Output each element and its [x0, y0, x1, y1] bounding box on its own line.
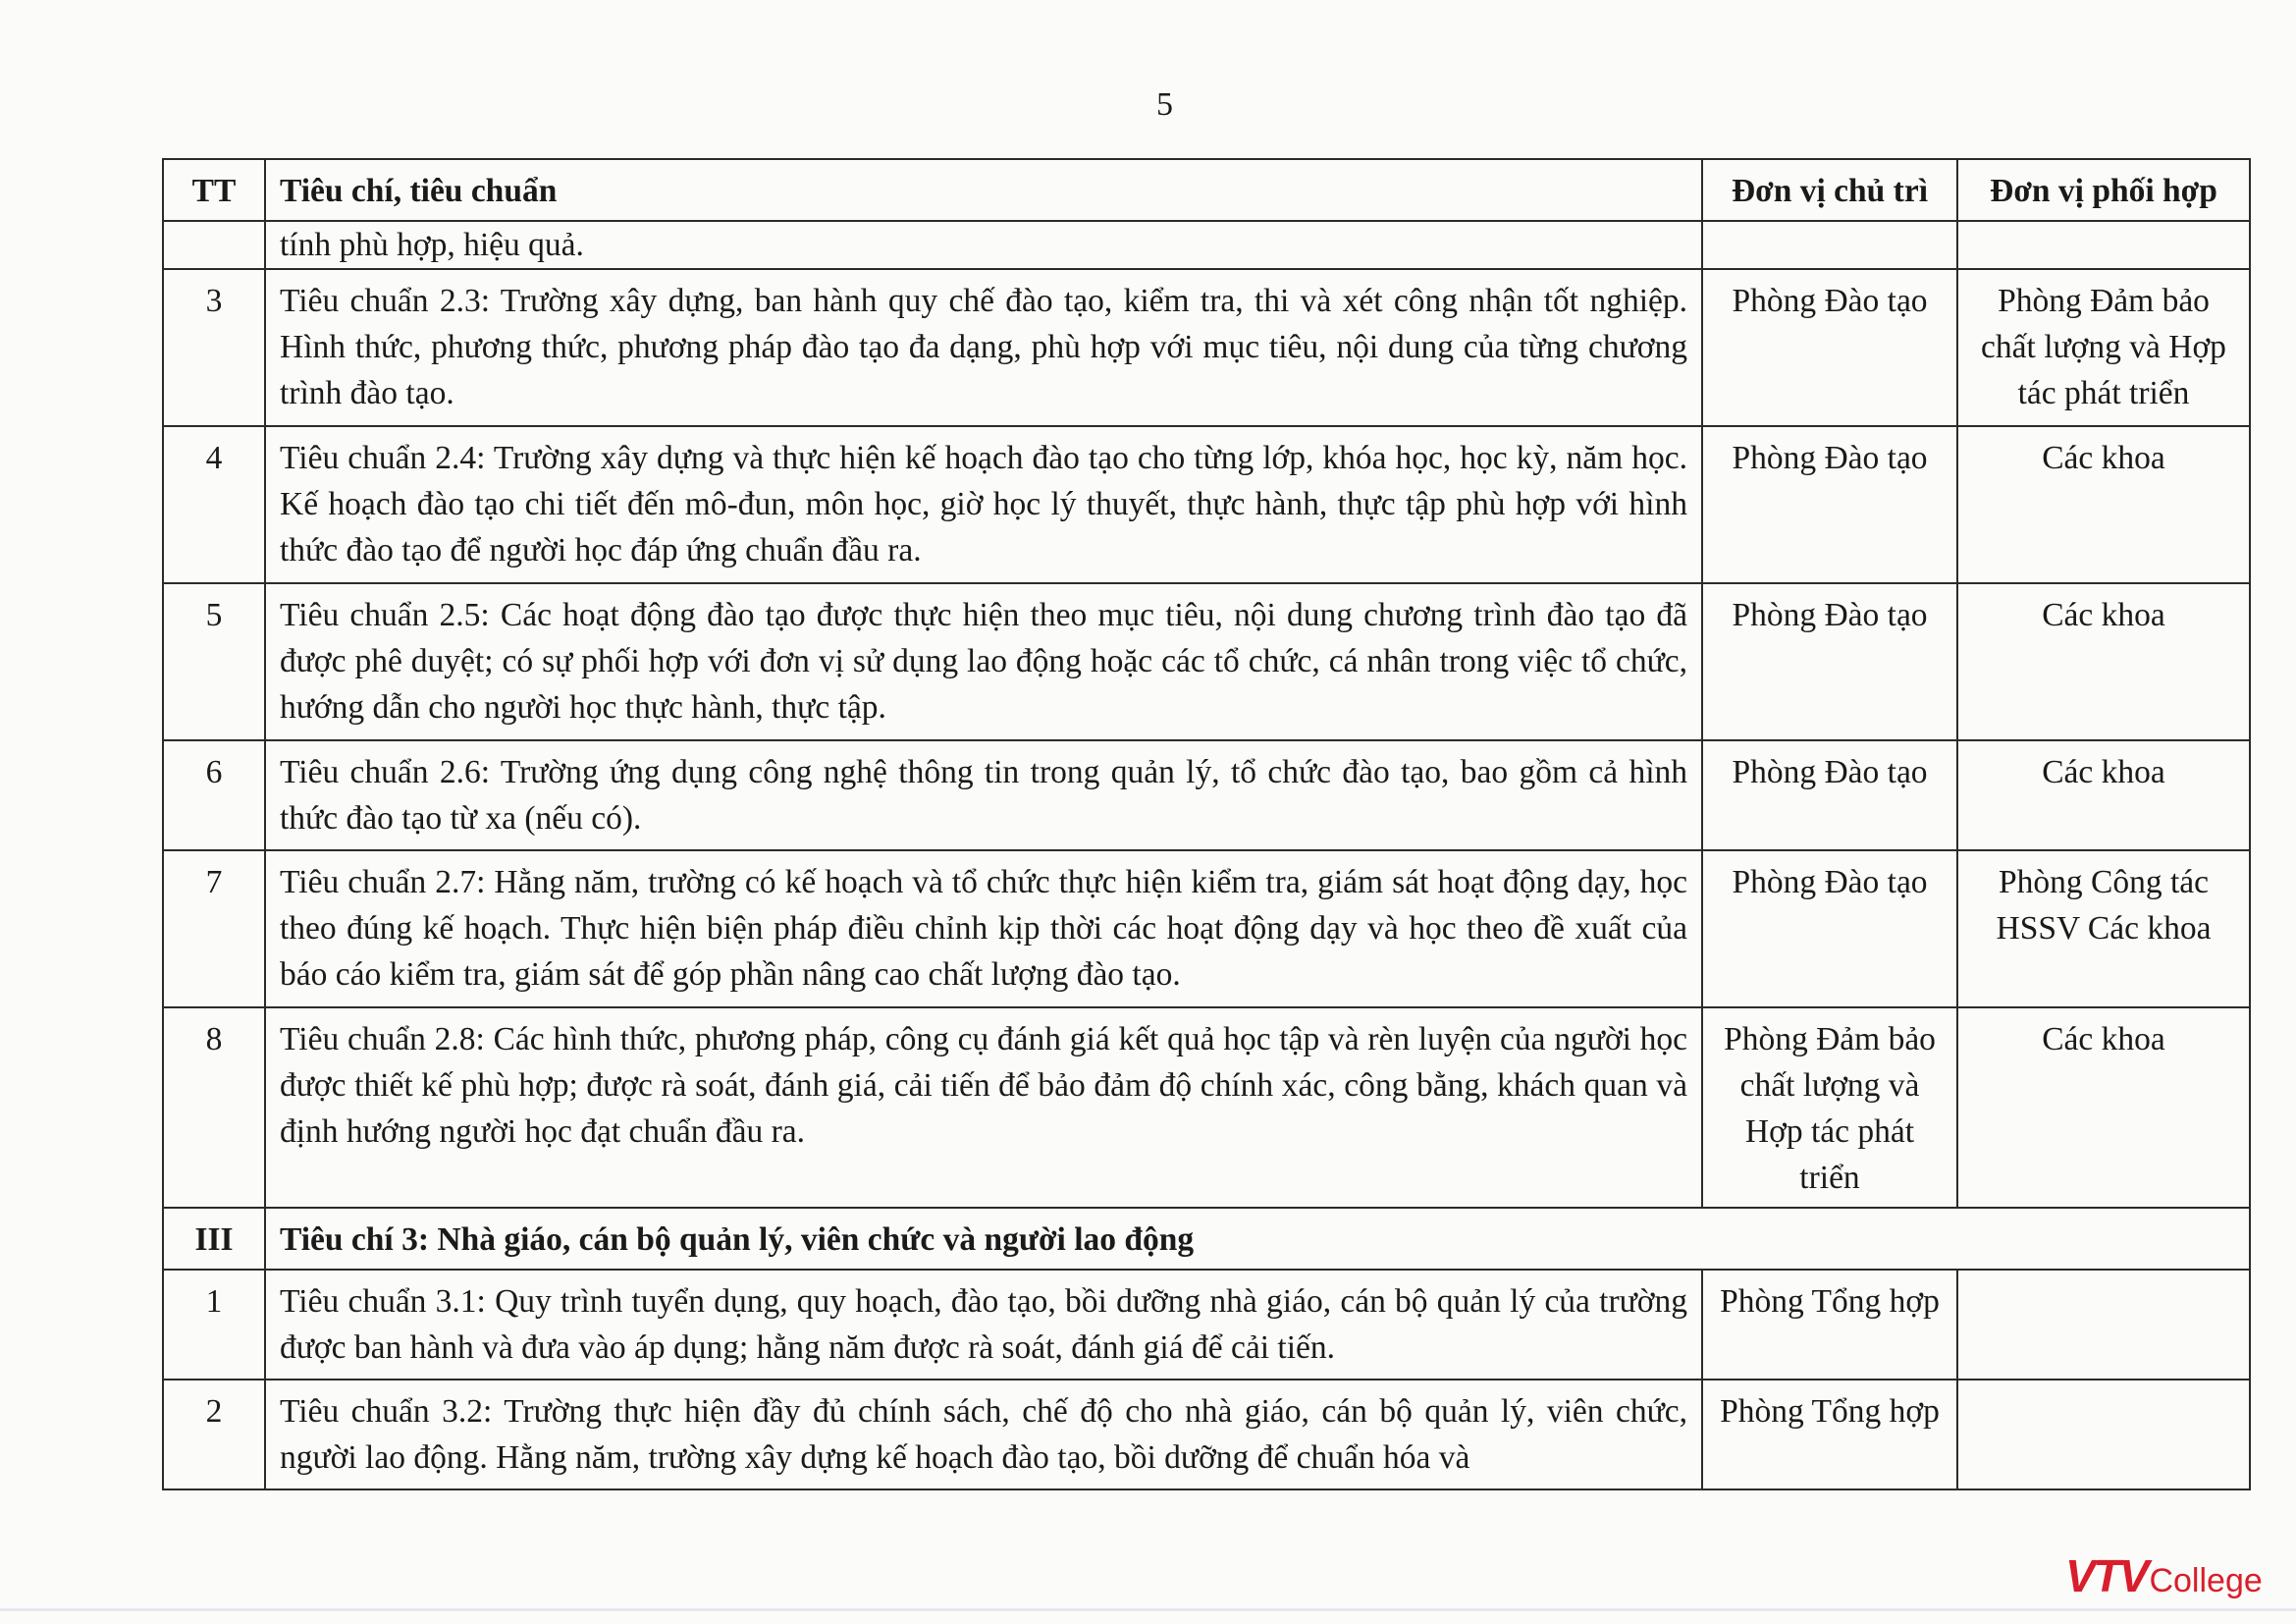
section-row: [163, 1208, 2250, 1270]
table-row: [163, 426, 2250, 583]
row-coop-unit: Các khoa: [1957, 740, 2250, 850]
row-coop-unit: [1957, 1380, 2250, 1489]
table-row: [163, 221, 2250, 269]
header-tt: TT: [163, 159, 265, 221]
row-tt: 1: [163, 1270, 265, 1380]
row-tt: 4: [163, 426, 265, 583]
row-criteria: Tiêu chuẩn 3.2: Trường thực hiện đầy đủ chính sách, chế độ cho nhà giáo, cán bộ quản lý, viên chức, người lao động. Hằng năm, trường xây dựng kế hoạch đào tạo, bồi dưỡng để chuẩn hóa và: [265, 1380, 1702, 1489]
row-criteria: Tiêu chuẩn 2.3: Trường xây dựng, ban hành quy chế đào tạo, kiểm tra, thi và xét công nhận tốt nghiệp. Hình thức, phương thức, phương pháp đào tạo đa dạng, phù hợp với mục tiêu, nội dung của từng chương trình đào tạo.: [265, 269, 1702, 426]
section-title: Tiêu chí 3: Nhà giáo, cán bộ quản lý, viên chức và người lao động: [265, 1208, 2250, 1270]
row-coop-unit: Phòng Đảm bảo chất lượng và Hợp tác phát triển: [1957, 269, 2250, 426]
row-coop-unit: Các khoa: [1957, 583, 2250, 740]
logo-suffix: College: [2149, 1562, 2263, 1599]
row-criteria: Tiêu chuẩn 2.8: Các hình thức, phương pháp, công cụ đánh giá kết quả học tập và rèn luyện của người học được thiết kế phù hợp; được rà soát, đánh giá, cải tiến để bảo đảm độ chính xác, công bằng, khách quan và định hướng người học đạt chuẩn đầu ra.: [265, 1007, 1702, 1208]
row-lead-unit: Phòng Đào tạo: [1702, 269, 1957, 426]
logo-brand: VTV: [2065, 1550, 2148, 1601]
row-lead-unit: Phòng Tổng hợp: [1702, 1270, 1957, 1380]
row-criteria: Tiêu chuẩn 2.5: Các hoạt động đào tạo được thực hiện theo mục tiêu, nội dung chương trình đào tạo đã được phê duyệt; có sự phối hợp với đơn vị sử dụng lao động hoặc các tổ chức, cá nhân trong việc tổ chức, hướng dẫn cho người học thực hành, thực tập.: [265, 583, 1702, 740]
page-number: 5: [1156, 86, 1173, 123]
row-lead-unit: [1702, 221, 1957, 269]
header-coop-unit: Đơn vị phối hợp: [1957, 159, 2250, 221]
row-tt: 2: [163, 1380, 265, 1489]
row-coop-unit: Các khoa: [1957, 426, 2250, 583]
scan-edge-line: [0, 1608, 2296, 1611]
table-row: [163, 1270, 2250, 1380]
table-row: [163, 1380, 2250, 1489]
criteria-table: [162, 158, 2251, 1490]
row-criteria: tính phù hợp, hiệu quả.: [265, 221, 1702, 269]
row-coop-unit: [1957, 1270, 2250, 1380]
row-coop-unit: Các khoa: [1957, 1007, 2250, 1208]
row-lead-unit: Phòng Đào tạo: [1702, 740, 1957, 850]
row-tt: 7: [163, 850, 265, 1007]
row-lead-unit: Phòng Đảm bảo chất lượng và Hợp tác phát triển: [1702, 1007, 1957, 1208]
row-tt: 5: [163, 583, 265, 740]
row-criteria: Tiêu chuẩn 2.7: Hằng năm, trường có kế hoạch và tổ chức thực hiện kiểm tra, giám sát hoạt động dạy, học theo đúng kế hoạch. Thực hiện biện pháp điều chỉnh kịp thời các hoạt động dạy và học theo đề xuất của báo cáo kiểm tra, giám sát để góp phần nâng cao chất lượng đào tạo.: [265, 850, 1702, 1007]
section-tt: III: [163, 1208, 265, 1270]
row-tt: 3: [163, 269, 265, 426]
table-row: [163, 1007, 2250, 1208]
vtv-college-logo: [2065, 1547, 2263, 1602]
table-row: [163, 740, 2250, 850]
row-criteria: Tiêu chuẩn 2.4: Trường xây dựng và thực hiện kế hoạch đào tạo cho từng lớp, khóa học, học kỳ, năm học. Kế hoạch đào tạo chi tiết đến mô-đun, môn học, giờ học lý thuyết, thực hành, thực tập phù hợp với hình thức đào tạo để người học đáp ứng chuẩn đầu ra.: [265, 426, 1702, 583]
row-criteria: Tiêu chuẩn 2.6: Trường ứng dụng công nghệ thông tin trong quản lý, tổ chức đào tạo, bao gồm cả hình thức đào tạo từ xa (nếu có).: [265, 740, 1702, 850]
row-tt: 6: [163, 740, 265, 850]
header-lead-unit: Đơn vị chủ trì: [1702, 159, 1957, 221]
header-criteria: Tiêu chí, tiêu chuẩn: [265, 159, 1702, 221]
row-criteria: Tiêu chuẩn 3.1: Quy trình tuyển dụng, quy hoạch, đào tạo, bồi dưỡng nhà giáo, cán bộ quản lý của trường được ban hành và đưa vào áp dụng; hằng năm được rà soát, đánh giá để cải tiến.: [265, 1270, 1702, 1380]
table-row: [163, 583, 2250, 740]
row-lead-unit: Phòng Đào tạo: [1702, 426, 1957, 583]
row-lead-unit: Phòng Đào tạo: [1702, 583, 1957, 740]
row-tt: 8: [163, 1007, 265, 1208]
row-lead-unit: Phòng Tổng hợp: [1702, 1380, 1957, 1489]
row-coop-unit: [1957, 221, 2250, 269]
table-row: [163, 850, 2250, 1007]
row-lead-unit: Phòng Đào tạo: [1702, 850, 1957, 1007]
row-tt: [163, 221, 265, 269]
table-row: [163, 269, 2250, 426]
row-coop-unit: Phòng Công tác HSSV Các khoa: [1957, 850, 2250, 1007]
table-header-row: [163, 159, 2250, 221]
